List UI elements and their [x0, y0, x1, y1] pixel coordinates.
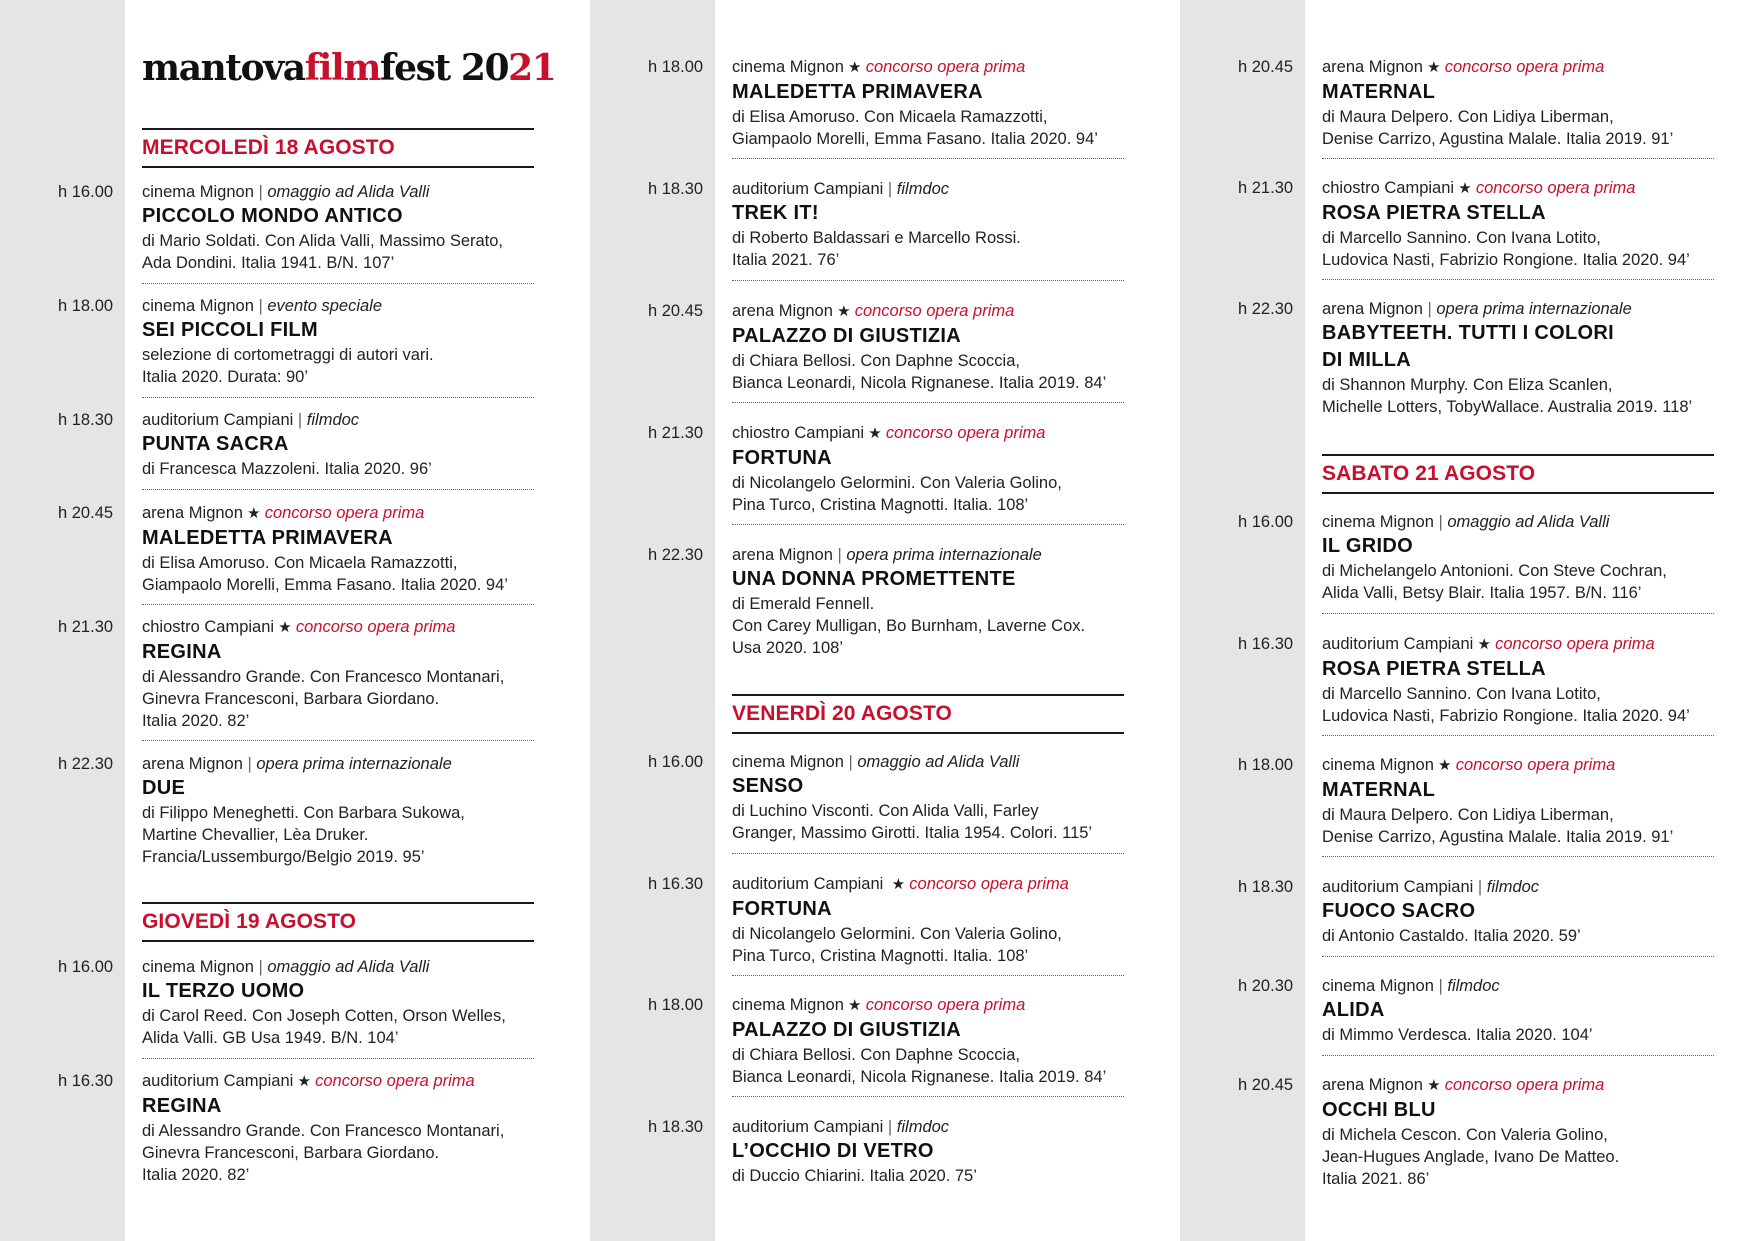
screening-category: omaggio ad Alida Valli [857, 753, 1020, 771]
film-credits-line: Ada Dondini. Italia 1941. B/N. 107’ [142, 254, 395, 272]
separator: | [883, 1118, 897, 1136]
film-title: REGINA [142, 1095, 222, 1117]
film-credits-line: di Chiara Bellosi. Con Daphne Scoccia, [732, 1046, 1020, 1064]
film-credits-line: di Michelangelo Antonioni. Con Steve Cochran, [1322, 562, 1667, 580]
film-credits-line: di Michela Cescon. Con Valeria Golino, [1322, 1126, 1608, 1144]
screening-category: concorso opera prima [295, 618, 456, 636]
venue-name: cinema Mignon [142, 297, 254, 315]
film-title: FORTUNA [732, 898, 832, 920]
screening-time: h 16.30 [1238, 635, 1294, 653]
screening-category: concorso opera prima [315, 1072, 475, 1090]
film-credits-line: Pina Turco, Cristina Magnotti. Italia. 108’ [732, 947, 1029, 965]
film-credits-line: di Antonio Castaldo. Italia 2020. 59’ [1322, 927, 1581, 945]
screening-entry [648, 544, 1124, 669]
screening-category: evento speciale [267, 297, 383, 315]
film-credits-line: Usa 2020. 108’ [732, 639, 843, 657]
venue-name: chiostro Campiani [1322, 179, 1455, 197]
film-credits-line: di Chiara Bellosi. Con Daphne Scoccia, [732, 352, 1020, 370]
star-icon: ★ [1473, 636, 1496, 653]
separator: | [832, 546, 847, 564]
screening-time: h 16.00 [58, 958, 114, 976]
film-credits-line: Jean-Hugues Anglade, Ivano De Matteo. [1322, 1148, 1620, 1166]
film-credits-line: Giampaolo Morelli, Emma Fasano. Italia 2020. 94’ [732, 130, 1098, 148]
screening-venue-line [732, 56, 1124, 79]
film-title: FORTUNA [732, 447, 832, 469]
film-title: PALAZZO DI GIUSTIZIA [732, 325, 961, 347]
screening-time: h 18.00 [648, 996, 704, 1014]
film-title: MATERNAL [1322, 81, 1436, 103]
film-credits-line: Italia 2020. Durata: 90’ [142, 368, 309, 386]
separator: | [253, 958, 268, 976]
venue-name: auditorium Campiani [732, 1118, 884, 1136]
film-credits-line: di Nicolangelo Gelormini. Con Valeria Golino, [732, 474, 1062, 492]
venue-name: cinema Mignon [732, 58, 844, 76]
screening-venue-line [142, 181, 534, 203]
film-credits-line: di Nicolangelo Gelormini. Con Valeria Golino, [732, 925, 1062, 943]
venue-name: arena Mignon [142, 755, 243, 773]
separator: | [883, 180, 897, 198]
screening-venue-line [1322, 754, 1714, 777]
film-credits-line: di Elisa Amoruso. Con Micaela Ramazzotti, [142, 554, 458, 572]
star-icon: ★ [1422, 59, 1445, 76]
film-credits-line: di Mimmo Verdesca. Italia 2020. 104’ [1322, 1026, 1593, 1044]
screening-category: omaggio ad Alida Valli [267, 958, 430, 976]
screening-venue-line [142, 616, 534, 639]
screening-category: concorso opera prima [865, 58, 1026, 76]
film-title: IL GRIDO [1322, 535, 1413, 557]
film-credits-line: di Mario Soldati. Con Alida Valli, Massimo Serato, [142, 232, 504, 250]
star-icon: ★ [843, 997, 866, 1014]
screening-time: h 22.30 [58, 755, 114, 773]
film-credits-line: di Roberto Baldassari e Marcello Rossi. [732, 229, 1021, 247]
venue-name: cinema Mignon [732, 753, 844, 771]
star-icon: ★ [883, 876, 910, 893]
venue-name: cinema Mignon [1322, 513, 1434, 531]
screening-time: h 18.30 [648, 180, 704, 198]
film-credits-line: di Shannon Murphy. Con Eliza Scanlen, [1322, 376, 1613, 394]
screening-time: h 21.30 [648, 424, 704, 442]
day-heading: VENERDÌ 20 AGOSTO [732, 694, 1124, 734]
star-icon: ★ [1454, 180, 1476, 197]
screening-venue-line [142, 1070, 534, 1093]
screening-time: h 20.45 [648, 302, 704, 320]
schedule-column-2 [648, 0, 1132, 1241]
film-title: BABYTEETH. TUTTI I COLORI DI MILLA [1322, 322, 1614, 371]
screening-entry [1238, 633, 1714, 736]
festival-logo: mantovafilmfest 2021 [142, 47, 556, 89]
film-credits-line: Denise Carrizo, Agustina Malale. Italia 2019. 91’ [1322, 828, 1674, 846]
star-icon: ★ [1422, 1077, 1445, 1094]
screening-entry [1238, 511, 1714, 614]
venue-name: arena Mignon [142, 504, 243, 522]
film-credits-line: Bianca Leonardi, Nicola Rignanese. Italia 2019. 84’ [732, 1068, 1107, 1086]
film-credits-line: di Marcello Sannino. Con Ivana Lotito, [1322, 229, 1601, 247]
screening-venue-line [1322, 876, 1714, 898]
venue-name: arena Mignon [1322, 1076, 1423, 1094]
film-credits-line: di Maura Delpero. Con Lidiya Liberman, [1322, 108, 1614, 126]
schedule-column-1 [58, 0, 556, 1241]
screening-time: h 22.30 [1238, 300, 1294, 318]
screening-entry [648, 300, 1124, 403]
film-title: SENSO [732, 775, 804, 797]
screening-venue-line [1322, 511, 1714, 533]
screening-time: h 20.30 [1238, 977, 1294, 995]
day-heading: MERCOLEDÌ 18 AGOSTO [142, 128, 534, 168]
film-title: ROSA PIETRA STELLA [1322, 202, 1546, 224]
screening-time: h 18.00 [1238, 756, 1294, 774]
screening-time: h 20.45 [1238, 58, 1294, 76]
screening-category: concorso opera prima [264, 504, 425, 522]
screening-time: h 16.00 [648, 753, 704, 771]
film-title: PUNTA SACRA [142, 433, 289, 455]
film-title: UNA DONNA PROMETTENTE [732, 568, 1016, 590]
screening-entry [58, 409, 534, 490]
film-credits-line: Francia/Lussemburgo/Belgio 2019. 95’ [142, 848, 425, 866]
venue-name: arena Mignon [732, 546, 833, 564]
film-credits-line: Michelle Lotters, TobyWallace. Australia 2019. 118’ [1322, 398, 1693, 416]
screening-time: h 16.00 [1238, 513, 1294, 531]
screening-venue-line [732, 873, 1124, 896]
film-credits-line: di Duccio Chiarini. Italia 2020. 75’ [732, 1167, 977, 1185]
screening-venue-line [1322, 1074, 1714, 1097]
screening-venue-line [1322, 177, 1714, 200]
film-credits-line: Ludovica Nasti, Fabrizio Rongione. Italia 2020. 94’ [1322, 251, 1690, 269]
screening-venue-line [732, 544, 1124, 566]
film-title: MALEDETTA PRIMAVERA [732, 81, 983, 103]
star-icon: ★ [293, 1073, 316, 1090]
venue-name: cinema Mignon [142, 183, 254, 201]
screening-time: h 16.30 [58, 1072, 114, 1090]
film-credits-line: Italia 2020. 82’ [142, 1166, 250, 1184]
film-credits-line: Italia 2021. 86’ [1322, 1170, 1430, 1188]
screening-category: concorso opera prima [854, 302, 1015, 320]
film-credits-line: Ginevra Francesconi, Barbara Giordano. [142, 690, 440, 708]
screening-time: h 18.00 [58, 297, 114, 315]
screening-venue-line [732, 300, 1124, 323]
screening-entry [648, 873, 1124, 976]
screening-venue-line [142, 956, 534, 978]
film-title: PICCOLO MONDO ANTICO [142, 205, 403, 227]
separator: | [293, 411, 307, 429]
screening-venue-line [142, 502, 534, 525]
screening-entry [1238, 177, 1714, 280]
star-icon: ★ [832, 303, 855, 320]
screening-entry [648, 56, 1124, 159]
film-title: REGINA [142, 641, 222, 663]
film-credits-line: di Francesca Mazzoleni. Italia 2020. 96’ [142, 460, 432, 478]
screening-entry [648, 422, 1124, 525]
screening-venue-line [1322, 633, 1714, 656]
screening-time: h 18.30 [648, 1118, 704, 1136]
screening-venue-line [732, 178, 1124, 200]
screening-time: h 21.30 [58, 618, 114, 636]
star-icon: ★ [242, 505, 265, 522]
film-credits-line: Ginevra Francesconi, Barbara Giordano. [142, 1144, 440, 1162]
screening-entry [1238, 754, 1714, 857]
screening-entry [58, 753, 534, 878]
screening-venue-line [142, 295, 534, 317]
screening-venue-line [732, 994, 1124, 1017]
film-title: TREK IT! [732, 202, 819, 224]
venue-name: auditorium Campiani [732, 875, 884, 893]
star-icon: ★ [864, 425, 886, 442]
film-credits-line: Italia 2020. 82’ [142, 712, 250, 730]
screening-entry [58, 502, 534, 605]
venue-name: arena Mignon [1322, 300, 1423, 318]
screening-venue-line [142, 409, 534, 431]
screening-time: h 20.45 [1238, 1076, 1294, 1094]
screening-entry [648, 178, 1124, 281]
screening-category: filmdoc [896, 180, 950, 198]
screening-time: h 20.45 [58, 504, 114, 522]
screening-venue-line [732, 422, 1124, 445]
screening-time: h 18.30 [58, 411, 114, 429]
screening-category: concorso opera prima [885, 424, 1046, 442]
separator: | [843, 753, 858, 771]
film-credits-line: di Emerald Fennell. [732, 595, 875, 613]
film-title: DUE [142, 777, 186, 799]
separator: | [1473, 878, 1487, 896]
film-title: PALAZZO DI GIUSTIZIA [732, 1019, 961, 1041]
film-credits-line: di Maura Delpero. Con Lidiya Liberman, [1322, 806, 1614, 824]
schedule-column-3 [1238, 0, 1722, 1241]
film-title: MALEDETTA PRIMAVERA [142, 527, 393, 549]
film-title: ALIDA [1322, 999, 1385, 1021]
screening-venue-line [732, 1116, 1124, 1138]
screening-category: omaggio ad Alida Valli [267, 183, 430, 201]
screening-entry [1238, 56, 1714, 159]
screening-entry [58, 616, 534, 741]
screening-entry [1238, 1074, 1714, 1199]
film-credits-line: di Elisa Amoruso. Con Micaela Ramazzotti, [732, 108, 1048, 126]
venue-name: chiostro Campiani [142, 618, 275, 636]
film-credits-line: di Filippo Meneghetti. Con Barbara Sukowa, [142, 804, 465, 822]
screening-time: h 18.00 [648, 58, 704, 76]
venue-name: auditorium Campiani [732, 180, 884, 198]
day-heading: SABATO 21 AGOSTO [1322, 454, 1714, 494]
film-credits-line: Alida Valli. GB Usa 1949. B/N. 104’ [142, 1029, 399, 1047]
screening-entry [58, 181, 534, 284]
screening-entry [1238, 876, 1714, 957]
film-credits-line: Italia 2021. 76’ [732, 251, 840, 269]
screening-entry [648, 994, 1124, 1097]
star-icon: ★ [274, 619, 296, 636]
separator: | [1433, 977, 1448, 995]
screening-category: concorso opera prima [1444, 58, 1605, 76]
screening-entry [1238, 298, 1714, 428]
film-credits-line: Con Carey Mulligan, Bo Burnham, Laverne Cox. [732, 617, 1086, 635]
screening-category: concorso opera prima [1495, 635, 1655, 653]
screening-venue-line [1322, 298, 1714, 320]
separator: | [253, 297, 268, 315]
film-credits-line: Martine Chevallier, Lèa Druker. [142, 826, 369, 844]
film-credits-line: Giampaolo Morelli, Emma Fasano. Italia 2020. 94’ [142, 576, 508, 594]
film-credits-line: Alida Valli, Betsy Blair. Italia 1957. B/N. 116’ [1322, 584, 1642, 602]
screening-time: h 16.30 [648, 875, 704, 893]
film-title: OCCHI BLU [1322, 1099, 1436, 1121]
star-icon: ★ [843, 59, 866, 76]
film-title: FUOCO SACRO [1322, 900, 1476, 922]
separator: | [242, 755, 257, 773]
film-credits-line: Denise Carrizo, Agustina Malale. Italia 2019. 91’ [1322, 130, 1674, 148]
screening-time: h 18.30 [1238, 878, 1294, 896]
film-credits-line: di Marcello Sannino. Con Ivana Lotito, [1322, 685, 1601, 703]
venue-name: cinema Mignon [1322, 756, 1434, 774]
screening-category: filmdoc [1447, 977, 1500, 995]
screening-category: concorso opera prima [1444, 1076, 1605, 1094]
screening-category: opera prima internazionale [256, 755, 452, 773]
film-title: IL TERZO UOMO [142, 980, 305, 1002]
screening-category: concorso opera prima [1455, 756, 1616, 774]
venue-name: arena Mignon [732, 302, 833, 320]
venue-name: arena Mignon [1322, 58, 1423, 76]
screening-category: omaggio ad Alida Valli [1447, 513, 1610, 531]
film-credits-line: di Luchino Visconti. Con Alida Valli, Farley [732, 802, 1039, 820]
screening-time: h 21.30 [1238, 179, 1294, 197]
venue-name: auditorium Campiani [1322, 878, 1474, 896]
film-credits-line: Granger, Massimo Girotti. Italia 1954. Colori. 115’ [732, 824, 1093, 842]
screening-time: h 16.00 [58, 183, 114, 201]
screening-category: filmdoc [896, 1118, 950, 1136]
screening-category: filmdoc [306, 411, 360, 429]
screening-venue-line [142, 753, 534, 775]
screening-venue-line [732, 751, 1124, 773]
venue-name: cinema Mignon [1322, 977, 1434, 995]
screening-category: opera prima internazionale [1436, 300, 1632, 318]
film-credits-line: di Alessandro Grande. Con Francesco Montanari, [142, 668, 505, 686]
film-credits-line: Bianca Leonardi, Nicola Rignanese. Italia 2019. 84’ [732, 374, 1107, 392]
venue-name: cinema Mignon [142, 958, 254, 976]
star-icon: ★ [1433, 757, 1456, 774]
screening-venue-line [1322, 975, 1714, 997]
screening-entry [58, 1070, 534, 1195]
venue-name: auditorium Campiani [1322, 635, 1474, 653]
film-title: SEI PICCOLI FILM [142, 319, 318, 341]
day-heading: GIOVEDÌ 19 AGOSTO [142, 902, 534, 942]
screening-time: h 22.30 [648, 546, 704, 564]
separator: | [253, 183, 268, 201]
screening-entry [648, 751, 1124, 854]
venue-name: auditorium Campiani [142, 1072, 294, 1090]
film-title: MATERNAL [1322, 779, 1436, 801]
film-credits-line: Pina Turco, Cristina Magnotti. Italia. 108’ [732, 496, 1029, 514]
screening-venue-line [1322, 56, 1714, 79]
film-credits-line: di Alessandro Grande. Con Francesco Montanari, [142, 1122, 505, 1140]
screening-category: concorso opera prima [909, 875, 1069, 893]
film-title: L’OCCHIO DI VETRO [732, 1140, 934, 1162]
venue-name: cinema Mignon [732, 996, 844, 1014]
venue-name: auditorium Campiani [142, 411, 294, 429]
film-title: ROSA PIETRA STELLA [1322, 658, 1546, 680]
screening-category: opera prima internazionale [846, 546, 1042, 564]
screening-entry [1238, 975, 1714, 1056]
screening-entry [58, 295, 534, 398]
separator: | [1433, 513, 1448, 531]
film-credits-line: selezione di cortometraggi di autori vari. [142, 346, 434, 364]
film-credits-line: Ludovica Nasti, Fabrizio Rongione. Italia 2020. 94’ [1322, 707, 1690, 725]
venue-name: chiostro Campiani [732, 424, 865, 442]
screening-category: filmdoc [1486, 878, 1540, 896]
screening-entry [58, 956, 534, 1059]
screening-category: concorso opera prima [1475, 179, 1636, 197]
separator: | [1422, 300, 1437, 318]
film-credits-line: di Carol Reed. Con Joseph Cotten, Orson Welles, [142, 1007, 506, 1025]
screening-entry [648, 1116, 1124, 1197]
screening-category: concorso opera prima [865, 996, 1026, 1014]
